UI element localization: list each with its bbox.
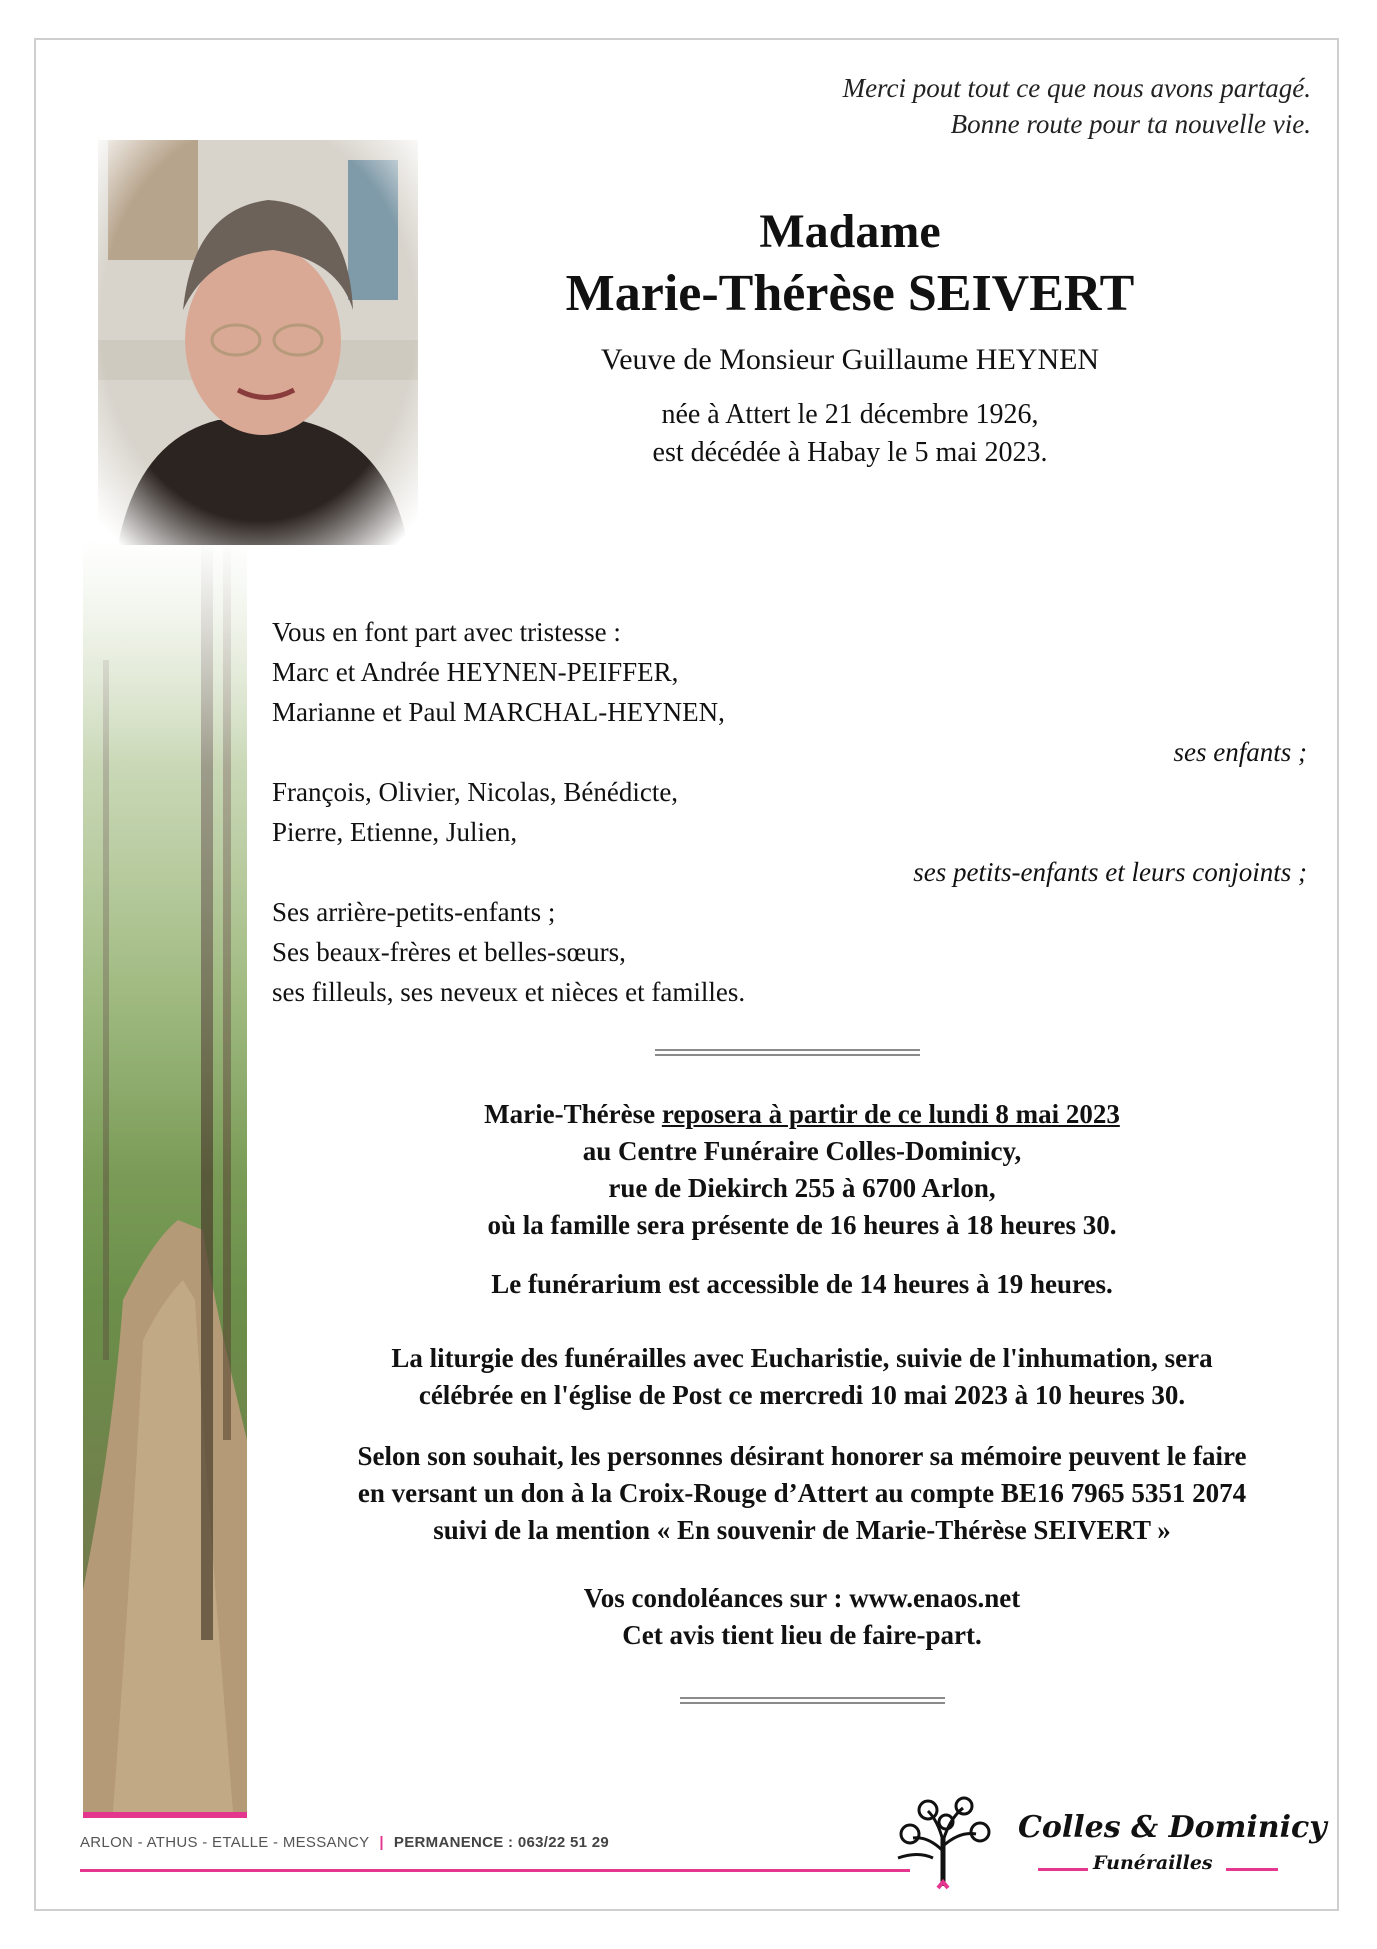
divider (655, 1049, 920, 1056)
birth-line: née à Attert le 21 décembre 1926, (661, 399, 1039, 430)
condolences-info (272, 1580, 1332, 1654)
accent-bar (83, 1812, 247, 1818)
death-line: est décédée à Habay le 5 mai 2023. (652, 437, 1048, 468)
liturgy-info (272, 1340, 1332, 1414)
footer-permanence: PERMANENCE : 063/22 51 29 (393, 1834, 609, 1851)
company-logo (888, 1796, 1327, 1896)
rest-line: où la famille sera présente de 16 heures à 18 heures 30. (487, 1210, 1117, 1240)
rest-date: reposera à partir de ce lundi 8 mai 2023 (661, 1099, 1120, 1129)
footer-accent-line (80, 1869, 910, 1872)
logo-name: Colles & Dominicy (1018, 1810, 1327, 1845)
family-line: ses filleuls, ses neveux et nièces et familles. (272, 977, 746, 1007)
portrait-photo (98, 140, 418, 545)
donation-line: Selon son souhait, les personnes désirant honorer sa mémoire peuvent le faire (357, 1441, 1247, 1471)
tree-icon (888, 1796, 998, 1891)
logo-accent-line (1226, 1868, 1278, 1871)
condolences-link[interactable]: Vos condoléances sur : www.enaos.net (583, 1583, 1021, 1613)
family-line: Marc et Andrée HEYNEN-PEIFFER, (272, 657, 679, 687)
quote-line: Bonne route pour ta nouvelle vie. (950, 109, 1311, 139)
logo-subtitle: Funérailles (1093, 1852, 1213, 1874)
footer-separator: | (379, 1834, 384, 1851)
forest-path-image (83, 540, 247, 1812)
liturgy-line: célébrée en l'église de Post ce mercredi 10 mai 2023 à 10 heures 30. (418, 1380, 1186, 1410)
deceased-name: Marie-Thérèse SEIVERT (565, 265, 1135, 322)
family-line: François, Olivier, Nicolas, Bénédicte, (272, 777, 679, 807)
family-line: Ses arrière-petits-enfants ; (272, 897, 556, 927)
family-line: Pierre, Etienne, Julien, (272, 817, 518, 847)
donation-line: en versant un don à la Croix-Rouge d’Attert au compte BE16 7965 5351 2074 (357, 1478, 1247, 1508)
rest-prefix: Marie-Thérèse (484, 1099, 662, 1129)
rest-line (272, 1096, 1332, 1133)
family-line: Ses beaux-frères et belles-sœurs, (272, 937, 626, 967)
notice-line: Cet avis tient lieu de faire-part. (622, 1620, 982, 1650)
logo-accent-line (1038, 1868, 1088, 1871)
family-list (272, 612, 1307, 1012)
donation-line: suivi de la mention « En souvenir de Marie-Thérèse SEIVERT » (433, 1515, 1171, 1545)
quote-line: Merci pout tout ce que nous avons partagé. (842, 73, 1311, 103)
funerarium-hours: Le funérarium est accessible de 14 heures à 19 heures. (491, 1269, 1113, 1299)
children-label: ses enfants ; (1173, 737, 1307, 767)
quote (843, 70, 1311, 142)
widow-line: Veuve de Monsieur Guillaume HEYNEN (600, 343, 1100, 376)
liturgy-line: La liturgie des funérailles avec Eucharistie, suivie de l'inhumation, sera (391, 1343, 1213, 1373)
family-intro: Vous en font part avec tristesse : (272, 617, 621, 647)
donation-info (272, 1438, 1332, 1549)
footer-locations: ARLON - ATHUS - ETALLE - MESSANCY (80, 1834, 370, 1851)
rest-line: rue de Diekirch 255 à 6700 Arlon, (608, 1173, 996, 1203)
grandchildren-label: ses petits-enfants et leurs conjoints ; (913, 857, 1307, 887)
divider (680, 1697, 945, 1704)
rest-line: au Centre Funéraire Colles-Dominicy, (582, 1136, 1022, 1166)
honorific: Madame (759, 205, 941, 258)
family-line: Marianne et Paul MARCHAL-HEYNEN, (272, 697, 725, 727)
birth-death (520, 396, 1180, 472)
footer-info (80, 1834, 609, 1851)
rest-info (272, 1096, 1332, 1244)
